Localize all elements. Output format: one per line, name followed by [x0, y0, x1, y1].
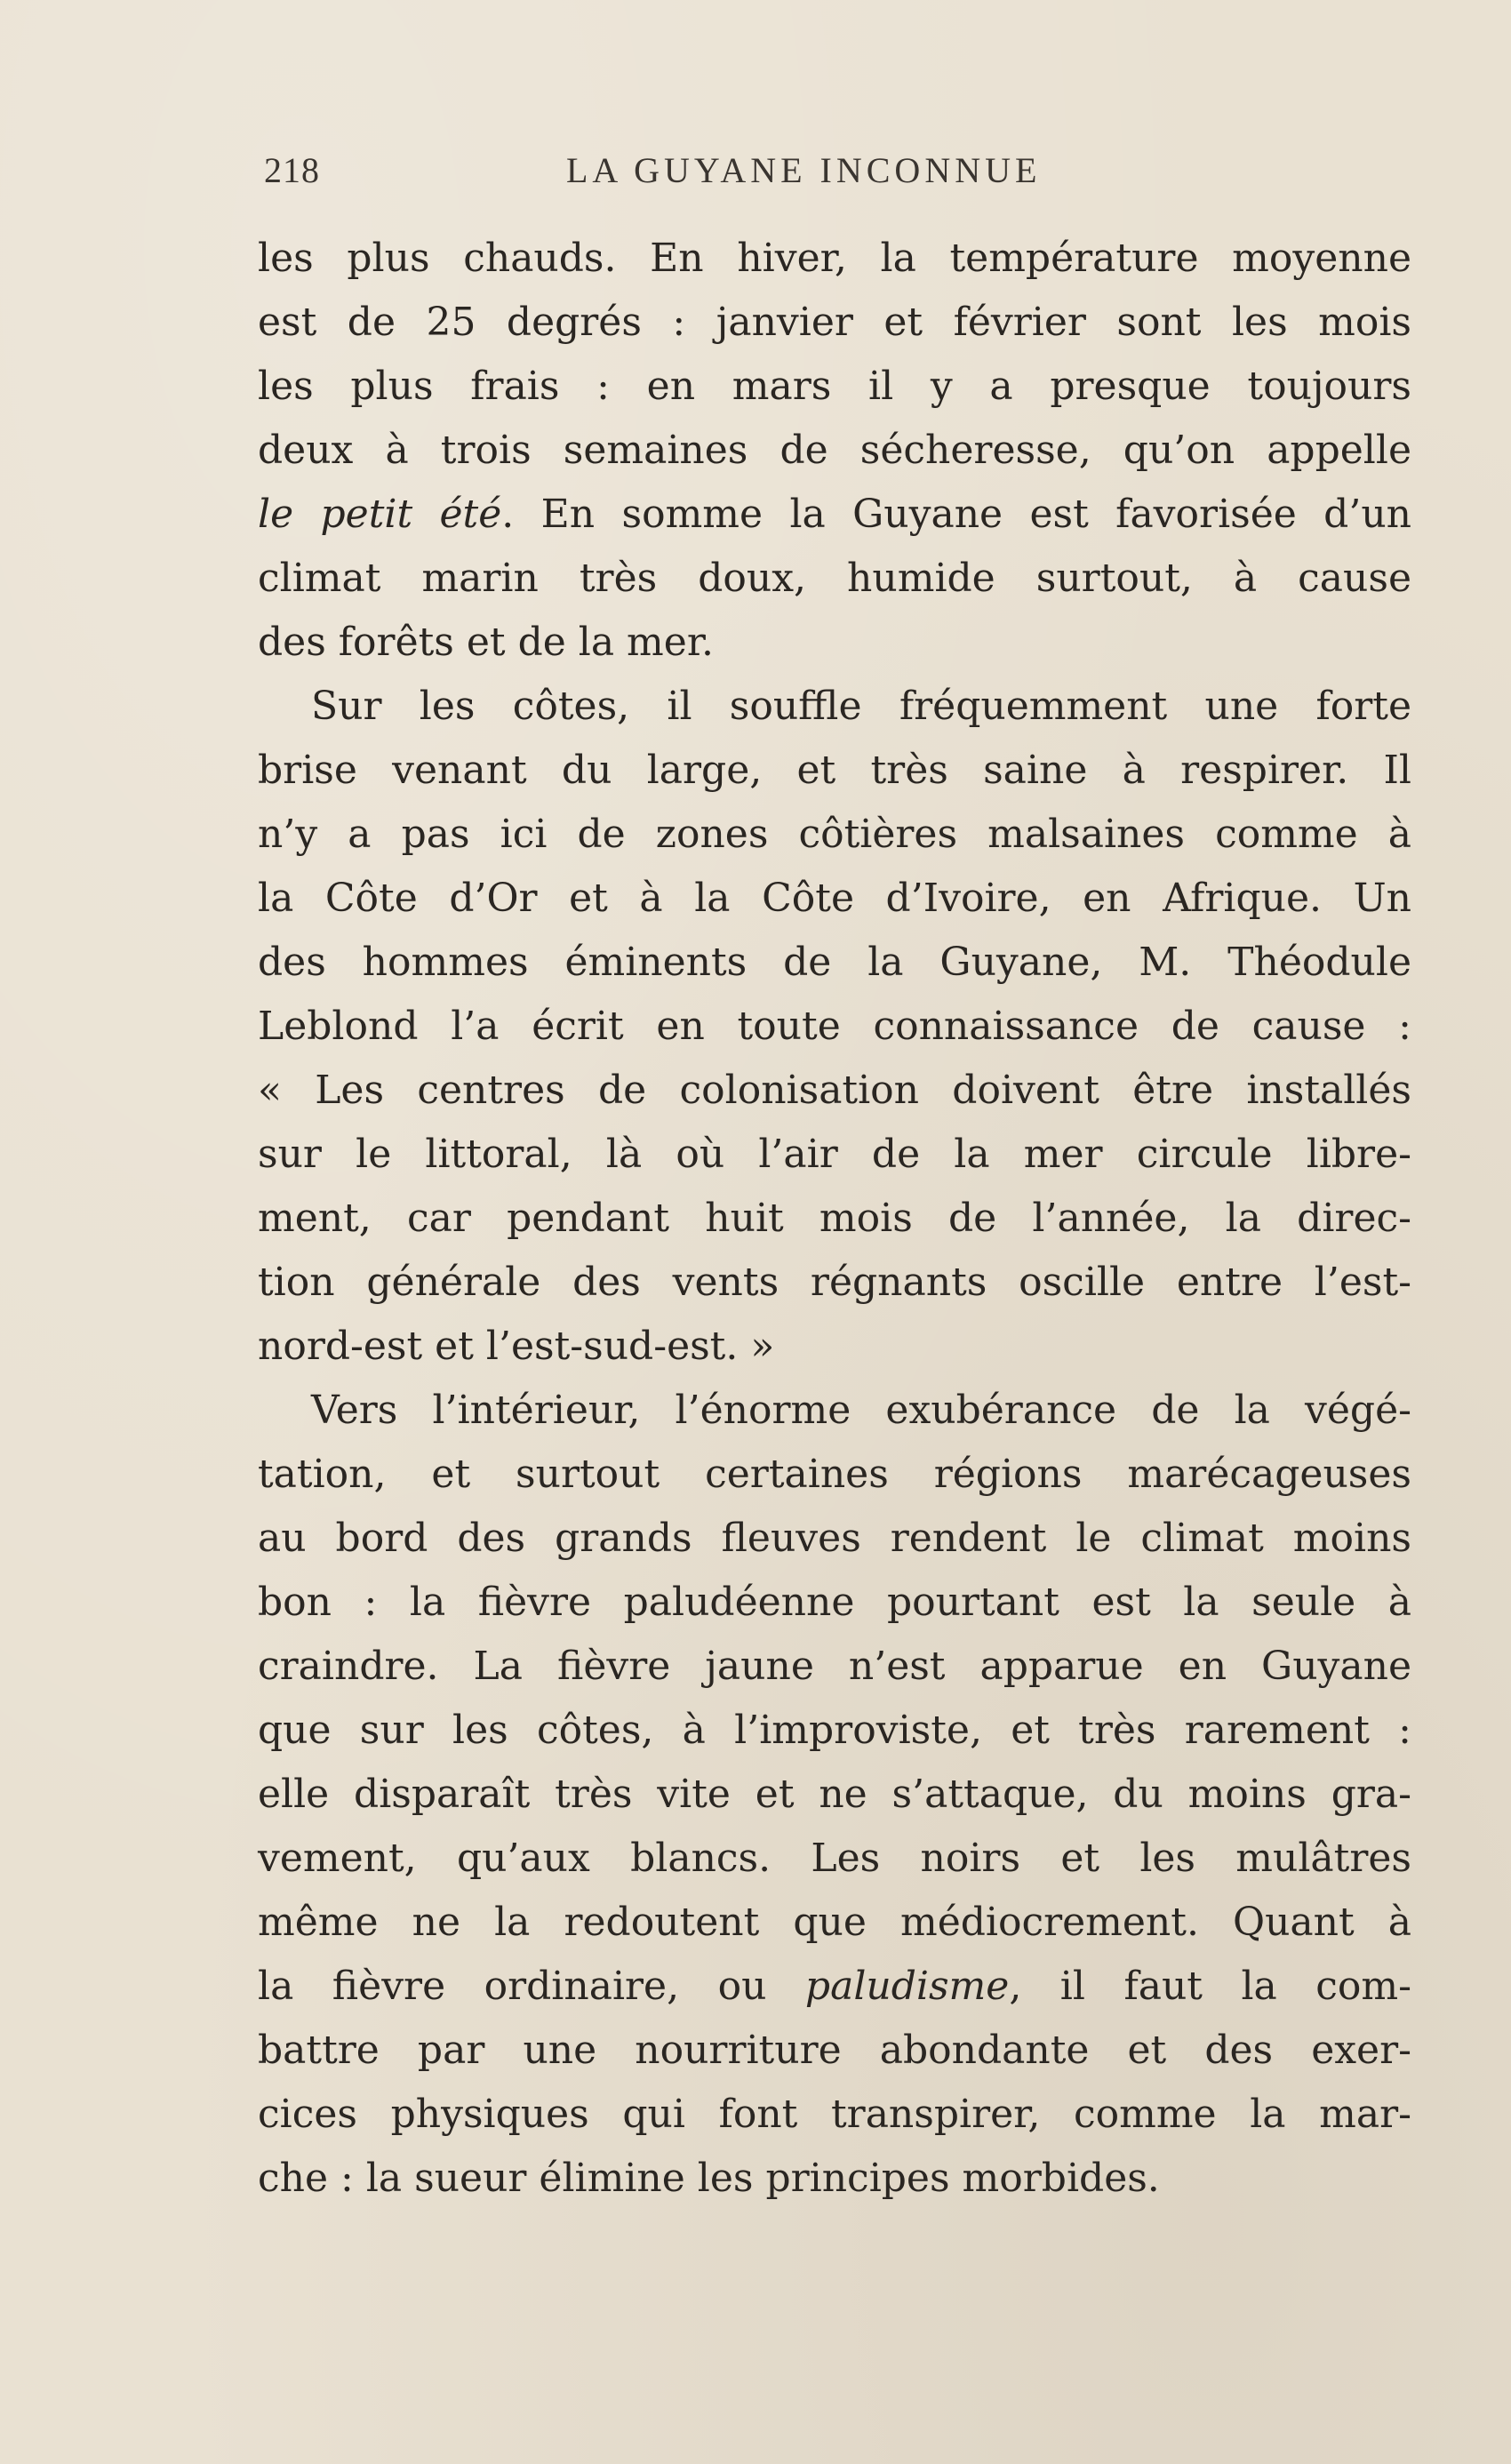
text-line: nord-est et l’est-sud-est. » — [258, 1324, 775, 1369]
text-line: est de 25 degrés : janvier et février sont les mois — [258, 300, 1411, 345]
text-line: sur le littoral, là où l’air de la mer circule libre- — [258, 1132, 1411, 1177]
text-line: au bord des grands fleuves rendent le climat moins — [258, 1516, 1411, 1561]
text-line: tation, et surtout certaines régions marécageuses — [258, 1452, 1411, 1497]
page-number: 218 — [264, 150, 320, 190]
text-line: les plus frais : en mars il y a presque toujours — [258, 364, 1411, 409]
text-line: Leblond l’a écrit en toute connaissance de cause : — [258, 1004, 1411, 1049]
text-line: des hommes éminents de la Guyane, M. Théodule — [258, 940, 1411, 985]
text-line: vement, qu’aux blancs. Les noirs et les mulâtres — [258, 1836, 1411, 1881]
text-line: tion générale des vents régnants oscille entre l’est- — [258, 1260, 1411, 1305]
text-line: craindre. La fièvre jaune n’est apparue en Guyane — [258, 1644, 1411, 1689]
text-line: Sur les côtes, il souffle fréquemment une forte — [311, 684, 1411, 729]
running-head — [264, 149, 1419, 203]
italic-term: le petit été — [258, 492, 502, 537]
text-line: deux à trois semaines de sécheresse, qu’on appelle — [258, 428, 1411, 473]
text-line: cices physiques qui font transpirer, comme la mar- — [258, 2092, 1411, 2137]
text-line: climat marin très doux, humide surtout, à cause — [258, 556, 1411, 601]
text-line: battre par une nourriture abondante et des exer- — [258, 2028, 1411, 2073]
text-line — [258, 1955, 1411, 2019]
text-segment: . En somme la Guyane est favorisée d’un — [501, 492, 1412, 537]
text-line: ment, car pendant huit mois de l’année, la direc- — [258, 1196, 1411, 1241]
text-segment: la fièvre ordinaire, ou — [258, 1964, 805, 2009]
body-text — [258, 227, 1411, 2271]
text-line — [258, 483, 1411, 547]
text-line: des forêts et de la mer. — [258, 620, 715, 665]
text-line: elle disparaît très vite et ne s’attaque, du moins gra- — [258, 1772, 1411, 1817]
text-line: che : la sueur élimine les principes morbides. — [258, 2156, 1160, 2201]
text-segment: , il faut la com- — [1009, 1964, 1412, 2009]
text-line: les plus chauds. En hiver, la température moyenne — [258, 236, 1411, 281]
text-line: brise venant du large, et très saine à respirer. Il — [258, 748, 1411, 793]
text-line: Vers l’intérieur, l’énorme exubérance de la végé- — [311, 1388, 1411, 1433]
text-line: que sur les côtes, à l’improviste, et très rarement : — [258, 1708, 1411, 1753]
text-line: bon : la fièvre paludéenne pourtant est la seule à — [258, 1580, 1411, 1625]
running-title: LA GUYANE INCONNUE — [566, 150, 1042, 190]
italic-term: paludisme — [804, 1964, 1010, 2009]
text-line: même ne la redoutent que médiocrement. Quant à — [258, 1900, 1411, 1945]
text-line: « Les centres de colonisation doivent être installés — [258, 1068, 1411, 1113]
text-line: la Côte d’Or et à la Côte d’Ivoire, en Afrique. Un — [258, 876, 1411, 921]
text-line: n’y a pas ici de zones côtières malsaines comme à — [258, 812, 1411, 857]
